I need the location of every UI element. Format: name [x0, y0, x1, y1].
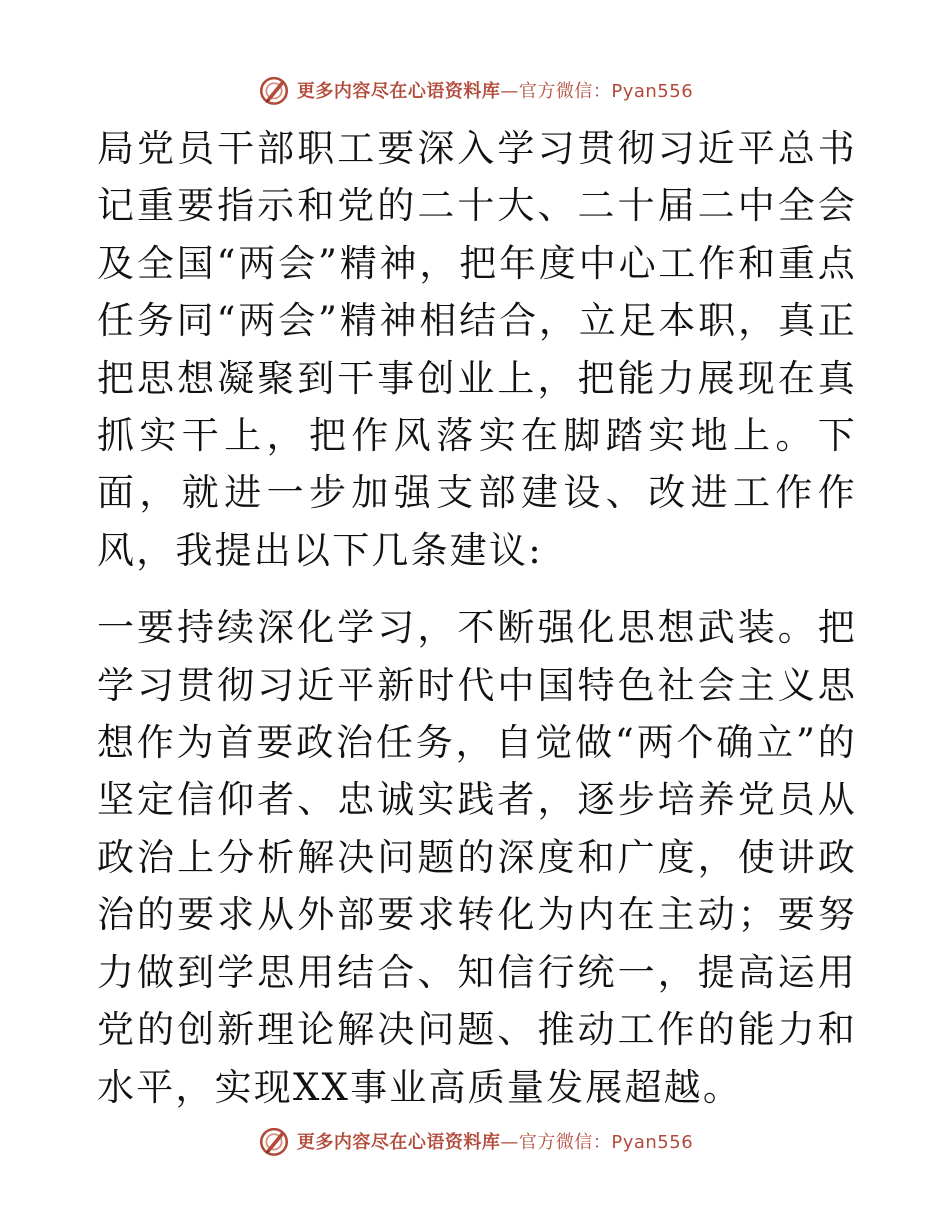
header-banner-separator: — [500, 81, 519, 102]
header-banner-contact: 官方微信：Pyan556 [518, 81, 694, 102]
pen-logo-icon [257, 1124, 291, 1158]
pen-logo-icon [257, 73, 291, 107]
footer-banner-separator: — [500, 1132, 519, 1153]
footer-banner-contact: 官方微信：Pyan556 [518, 1132, 694, 1153]
footer-banner-main: 更多内容尽在心语资料库 [296, 1132, 501, 1153]
paragraph-1: 局党员干部职工要深入学习贯彻习近平总书记重要指示和党的二十大、二十届二中全会及全国“两会”精神，把年度中心工作和重点任务同“两会”精神相结合，立足本职，真正把思想凝聚到干事创业上，把能力展现在真抓实干上，把作风落实在脚踏实地上。下面，就进一步加强支部建设、改进工作作风，我提出以下几条建议: [97, 127, 857, 572]
header-banner [0, 70, 950, 110]
header-banner-text [297, 77, 693, 103]
footer-banner [0, 1121, 950, 1161]
paragraph-2: 一要持续深化学习，不断强化思想武装。把学习贯彻习近平新时代中国特色社会主义思想作为首要政治任务，自觉做“两个确立”的坚定信仰者、忠诚实践者，逐步培养党员从政治上分析解决问题的深度和广度，使讲政治的要求从外部要求转化为内在主动；要努力做到学思用结合、知信行统一，提高运用党的创新理论解决问题、推动工作的能力和水平，实现XX事业高质量发展超越。 [97, 606, 857, 1109]
header-banner-main: 更多内容尽在心语资料库 [296, 81, 501, 102]
footer-banner-text [297, 1128, 693, 1154]
document-body [97, 120, 857, 1116]
